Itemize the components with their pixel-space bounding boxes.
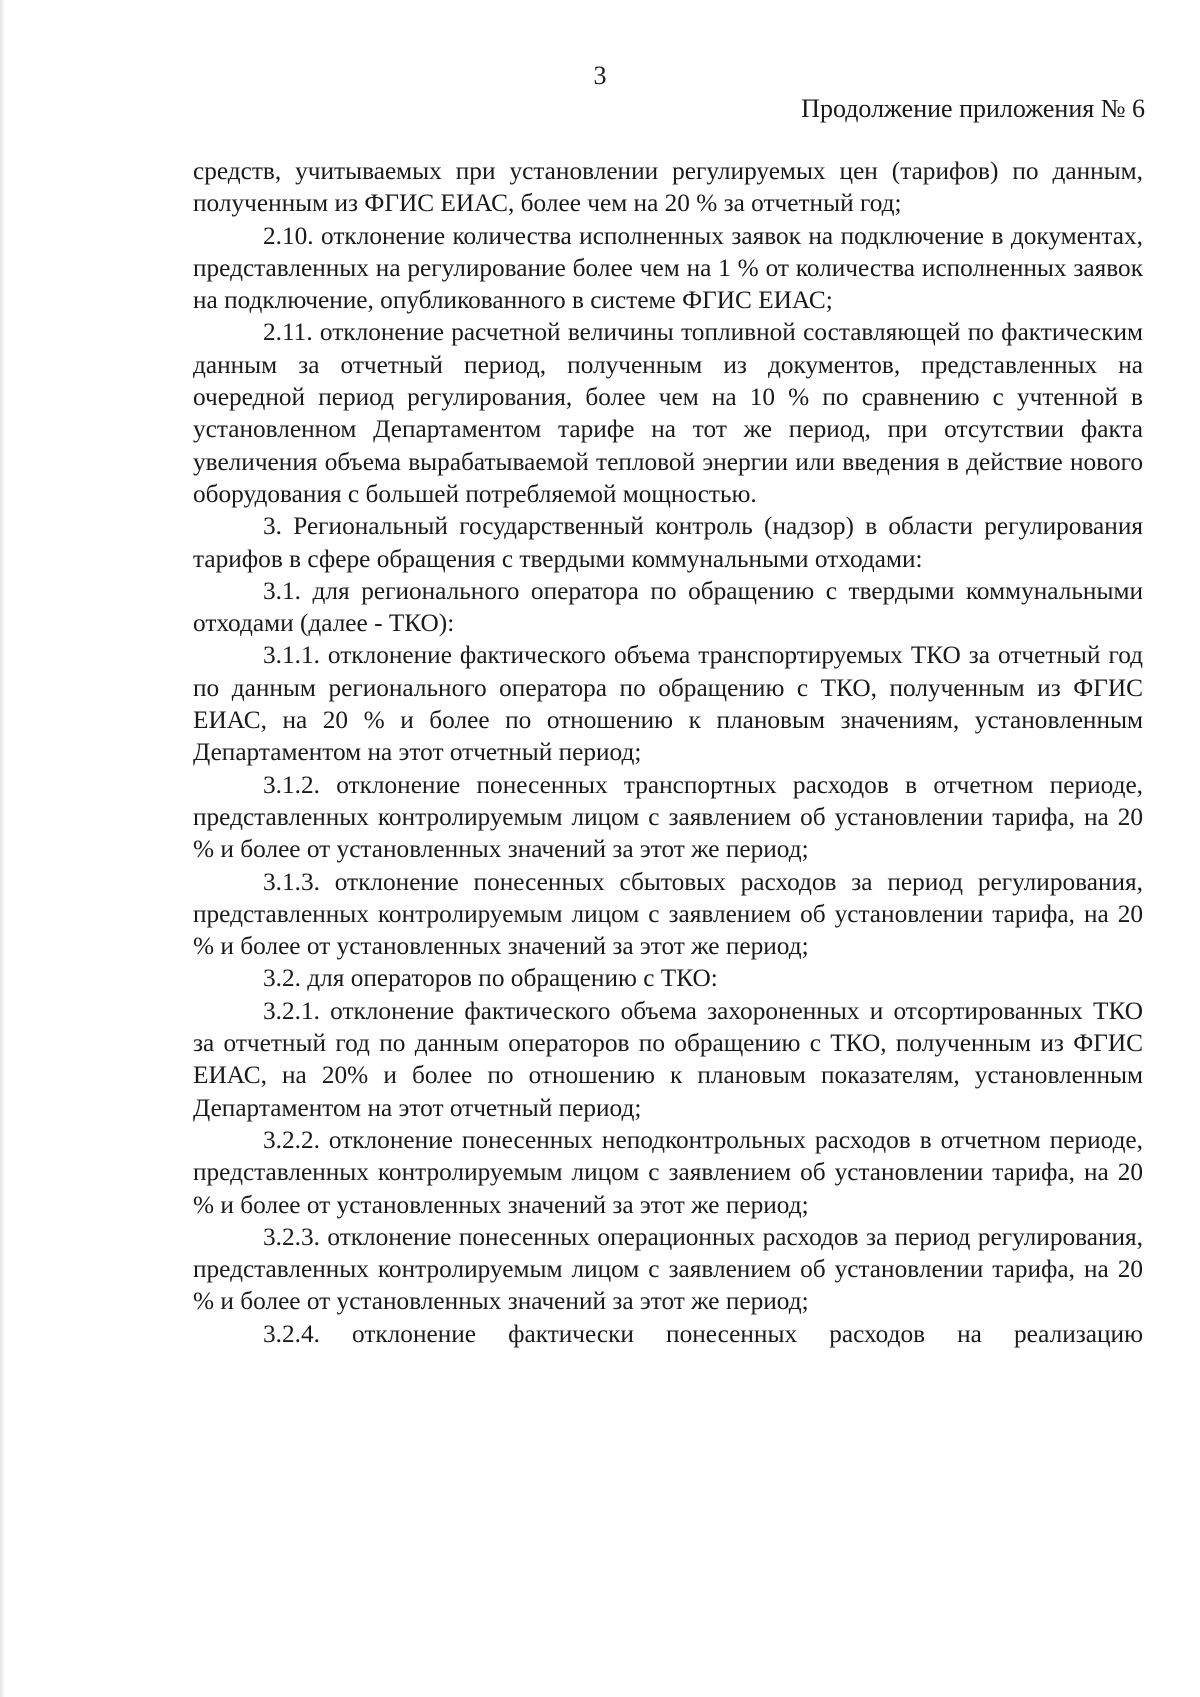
paragraph-3-1: 3.1. для регионального оператора по обращению с твердыми коммунальными отходами (далее - ТКО): bbox=[193, 576, 1143, 638]
page-number: 3 bbox=[593, 61, 607, 90]
paragraph-3-2-2: 3.2.2. отклонение понесенных неподконтрольных расходов в отчетном периоде, представленных контролируемым лицом с заявлением об установлении тарифа, на 20 % и более от установленных значений за этот же период; bbox=[193, 1125, 1143, 1219]
scan-edge-shadow bbox=[0, 0, 5, 1697]
paragraph-3: 3. Региональный государственный контроль (надзор) в области регулирования тарифов в сфере обращения с твердыми коммунальными отходами: bbox=[193, 512, 1143, 573]
paragraph-continued: средств, учитываемых при установлении регулируемых цен (тарифов) по данным, полученным из ФГИС ЕИАС, более чем на 20 % за отчетный год; bbox=[193, 157, 1143, 218]
paragraph-3-1-2: 3.1.2. отклонение понесенных транспортных расходов в отчетном периоде, представленных контролируемым лицом с заявлением об установлении тарифа, на 20 % и более от установленных значений за этот же период; bbox=[193, 770, 1143, 864]
document-body bbox=[193, 155, 1143, 1350]
paragraph-2-11: 2.11. отклонение расчетной величины топливной составляющей по фактическим данным за отчетный период, полученным из документов, представленных на очередной период регулирования, более чем на 10 % по сравнению с учтенной в установленном Департаментом тарифе на тот же период, при отсутствии факта увеличения объема вырабатываемой тепловой энергии или введения в действие нового оборудования с большей потребляемой мощностью. bbox=[193, 318, 1143, 508]
paragraph-3-1-3: 3.1.3. отклонение понесенных сбытовых расходов за период регулирования, представленных контролируемым лицом с заявлением об установлении тарифа, на 20 % и более от установленных значений за этот же период; bbox=[193, 867, 1143, 961]
paragraph-3-2-1: 3.2.1. отклонение фактического объема захороненных и отсортированных ТКО за отчетный год по данным операторов по обращению с ТКО, полученным из ФГИС ЕИАС, на 20% и более по отношению к плановым показателям, установленным Департаментом на этот отчетный период; bbox=[193, 996, 1143, 1122]
appendix-continuation-label: Продолжение приложения № 6 bbox=[801, 94, 1145, 123]
paragraph-2-10: 2.10. отклонение количества исполненных заявок на подключение в документах, представленных на регулирование более чем на 1 % от количества исполненных заявок на подключение, опубликованного в системе ФГИС ЕИАС; bbox=[193, 221, 1143, 315]
paragraph-3-2: 3.2. для операторов по обращению с ТКО: bbox=[263, 964, 718, 993]
paragraph-3-2-3: 3.2.3. отклонение понесенных операционных расходов за период регулирования, представленных контролируемым лицом с заявлением об установлении тарифа, на 20 % и более от установленных значений за этот же период; bbox=[193, 1222, 1143, 1316]
paragraph-3-1-1: 3.1.1. отклонение фактического объема транспортируемых ТКО за отчетный год по данным регионального оператора по обращению с ТКО, полученным из ФГИС ЕИАС, на 20 % и более по отношению к плановым значениям, установленным Департаментом на этот отчетный период; bbox=[193, 641, 1143, 767]
paragraph-3-2-4: 3.2.4. отклонение фактически понесенных расходов на реализацию bbox=[263, 1319, 1143, 1348]
